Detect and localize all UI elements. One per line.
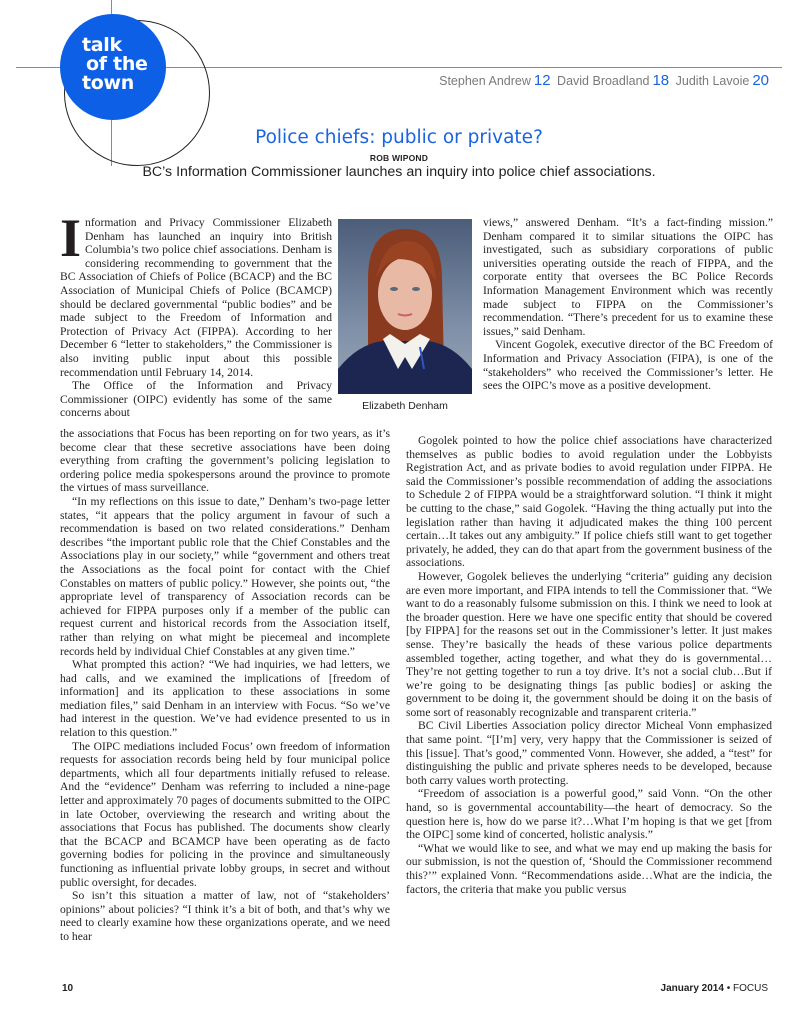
contributor-page[interactable]: 18: [652, 72, 670, 89]
contributor-name[interactable]: Stephen Andrew: [439, 74, 531, 88]
paragraph: Vincent Gogolek, executive director of the BC Freedom of Information and Privacy Association (FIPA), is one of the “stakeholders” who received the Commissioner’s letter. He sees the OIPC’s move as a positive development.: [483, 338, 773, 393]
paragraph: BC Civil Liberties Association policy director Micheal Vonn emphasized that same point. “[I’m] very, very happy that the Commissioner is seized of this [issue]. That’s good,” commented Vonn. However, she added, a “test” for distinguishing the public and private spheres needs to be developed, because both carry values worth protecting.: [406, 719, 772, 787]
paragraph: The Office of the Information and Privacy Commissioner (OIPC) evidently has some of the same concerns about: [60, 379, 332, 420]
article-column-left: [60, 427, 390, 944]
article-byline: ROB WIPOND: [369, 153, 429, 163]
paragraph: “Freedom of association is a powerful good,” said Vonn. “On the other hand, so is governmental accountability—the heart of democracy. So the question here is, how do we parse it?…What I’m hoping is that we get [from the OIPC] some kind of concerted, holistic analysis.”: [406, 787, 772, 842]
portrait-illustration: [338, 219, 472, 394]
logo-line: of the: [86, 53, 148, 75]
footer-separator: •: [726, 983, 731, 994]
paragraph: [60, 208, 332, 379]
issue-date: January 2014: [660, 983, 724, 994]
paragraph-text: nformation and Privacy Commissioner Elizabeth Denham has launched an inquiry into British Columbia’s two police chief associations. Denham is considering recommending to government that the BC Association of Chiefs of Police (BCACP) and the BC Association of Municipal Chiefs of Police (BCAMCP) should be declared governmental “public bodies” and be made subject to the Freedom of Information and Protection of Privacy Act (FIPPA). According to her December 6 “letter to stakeholders,” the Commissioner is also inviting public input about this possible recommendation until February 14, 2014.: [60, 216, 332, 379]
publication-name: FOCUS: [733, 983, 768, 994]
article-column-left-top: [60, 208, 332, 420]
paragraph: the associations that Focus has been reporting on for two years, as it’s become clear that these secretive associations have been doing everything from crafting the government’s policing legislation to ordering police media spokespersons around the province to promote the virtues of mass surveillance.: [60, 427, 390, 495]
contributors-index: [439, 72, 772, 89]
page-number: 10: [62, 983, 74, 994]
contributor-page[interactable]: 12: [533, 72, 551, 89]
paragraph: views,” answered Denham. “It’s a fact-finding mission.” Denham compared it to similar situations the OIPC has investigated, such as subsidiary corporations of public universities operating outside the reach of FIPPA, and the corporate entity that oversees the BC Police Records Information Management Environment which was recently made subject to FIPPA on the Commissioner’s recommendation. “There’s precedent for us to examine these issues,” said Denham.: [483, 216, 773, 338]
paragraph: “In my reflections on this issue to date,” Denham’s two-page letter states, “it appears that the policy argument in favour of such a recommendation is based on two related considerations.” Denham describes “the important public role that the Chief Constables and the Associations play in our society,” while “government and others treat the Associations as the focal point for contact with the Chief Constables on matters of public policy.” However, she points out, “the appropriate level of transparency of Association records can be achieved for FIPPA purposes only if a member of the public can request current and historical records from the Association itself, rather than relying on what might be piecemeal and incomplete records held by individual Chief Constables at any given time.”: [60, 494, 390, 658]
paragraph: Gogolek pointed to how the police chief associations have characterized themselves as public bodies to avoid regulation under the Lobbyists Registration Act, and as private bodies to avoid regulation under FIPPA. He said the Commissioner’s possible recommendation of adding the associations to Schedule 2 of FIPPA would be a straightforward solution. “I think it might be cutting to the chase,” said Gogolek. “Having the thing actually put into the legislation rather than having it adjudicated makes the thing 100 percent certain…It takes out any ambiguity.” If police chiefs still want to get together privately, he added, they can do that apart from the government business of the associations.: [406, 434, 772, 570]
drop-cap: I: [60, 208, 82, 268]
section-logo: [82, 36, 148, 93]
header-rule: [160, 67, 782, 68]
paragraph: The OIPC mediations included Focus’ own freedom of information requests for association records being held by four municipal police departments, which all four departments initially refused to release. And the “evidence” Denham was referring to included a nine-page letter and approximately 70 pages of documents submitted to the OIPC in late October, overviewing the research and writing about the associations that Focus has published. The documents show clearly that the BCACP and BCAMCP have been operating as de facto governing bodies for policing in the province and simultaneously functioning as influential private lobby groups, in secret and without public oversight, for decades.: [60, 739, 390, 889]
article-deck: BC’s Information Commissioner launches an inquiry into police chief associations.: [142, 164, 656, 180]
contributor-page[interactable]: 20: [752, 72, 769, 89]
paragraph: However, Gogolek believes the underlying “criteria” guiding any decision are even more important, and FIPA intends to tell the Commissioner that. “We want to do a reasonably fulsome submission on this. I think we need to look at the broader question. Here we have one specific entity that should be covered [by FIPPA] for the reasons set out in the Commissioner’s letter. It just makes sense. They’re basically the heads of these various police departments assembled together, acting together, and what they do is governmental…They’re not getting together to run a toy drive. It’s not a social club…But if we’re going to be designating things [as public bodies] or asking the government to be doing it, the government should be doing it on the basis of some sort of reasonably recognizable and transparent criteria.”: [406, 569, 772, 719]
article-column-right: [406, 434, 772, 896]
logo-line: town: [82, 72, 135, 94]
photo-caption: Elizabeth Denham: [362, 400, 448, 412]
article-headline: Police chiefs: public or private?: [255, 127, 543, 148]
footer-issue: [661, 983, 768, 994]
contributor-name[interactable]: David Broadland: [557, 74, 650, 88]
paragraph: What prompted this action? “We had inquiries, we had letters, we had calls, and we examined the implications of [freedom of information] and its application to these associations in some mediation files,” said Denham in an interview with Focus. “So we’ve had interest in the question. We’ve had evidence presented to us in relation to this question.”: [60, 658, 390, 740]
contributor-name[interactable]: Judith Lavoie: [675, 74, 750, 88]
portrait-photo: [338, 219, 472, 394]
header-rule-left: [16, 67, 62, 68]
paragraph: “What we would like to see, and what we may end up making the basis for our submission, is not the question of, ‘Should the Commissioner recommend this?’” explained Vonn. “Recommendations aside…What are the indicia, the factors, the criteria that make you public versus: [406, 841, 772, 896]
paragraph: So isn’t this situation a matter of law, not of “stakeholders’ opinions” about policies? “I think it’s a bit of both, and that’s why we need to clearly examine how these organizations operate, and we need to hear: [60, 889, 390, 943]
article-column-right-top: [483, 216, 773, 393]
logo-line: talk: [82, 34, 122, 56]
